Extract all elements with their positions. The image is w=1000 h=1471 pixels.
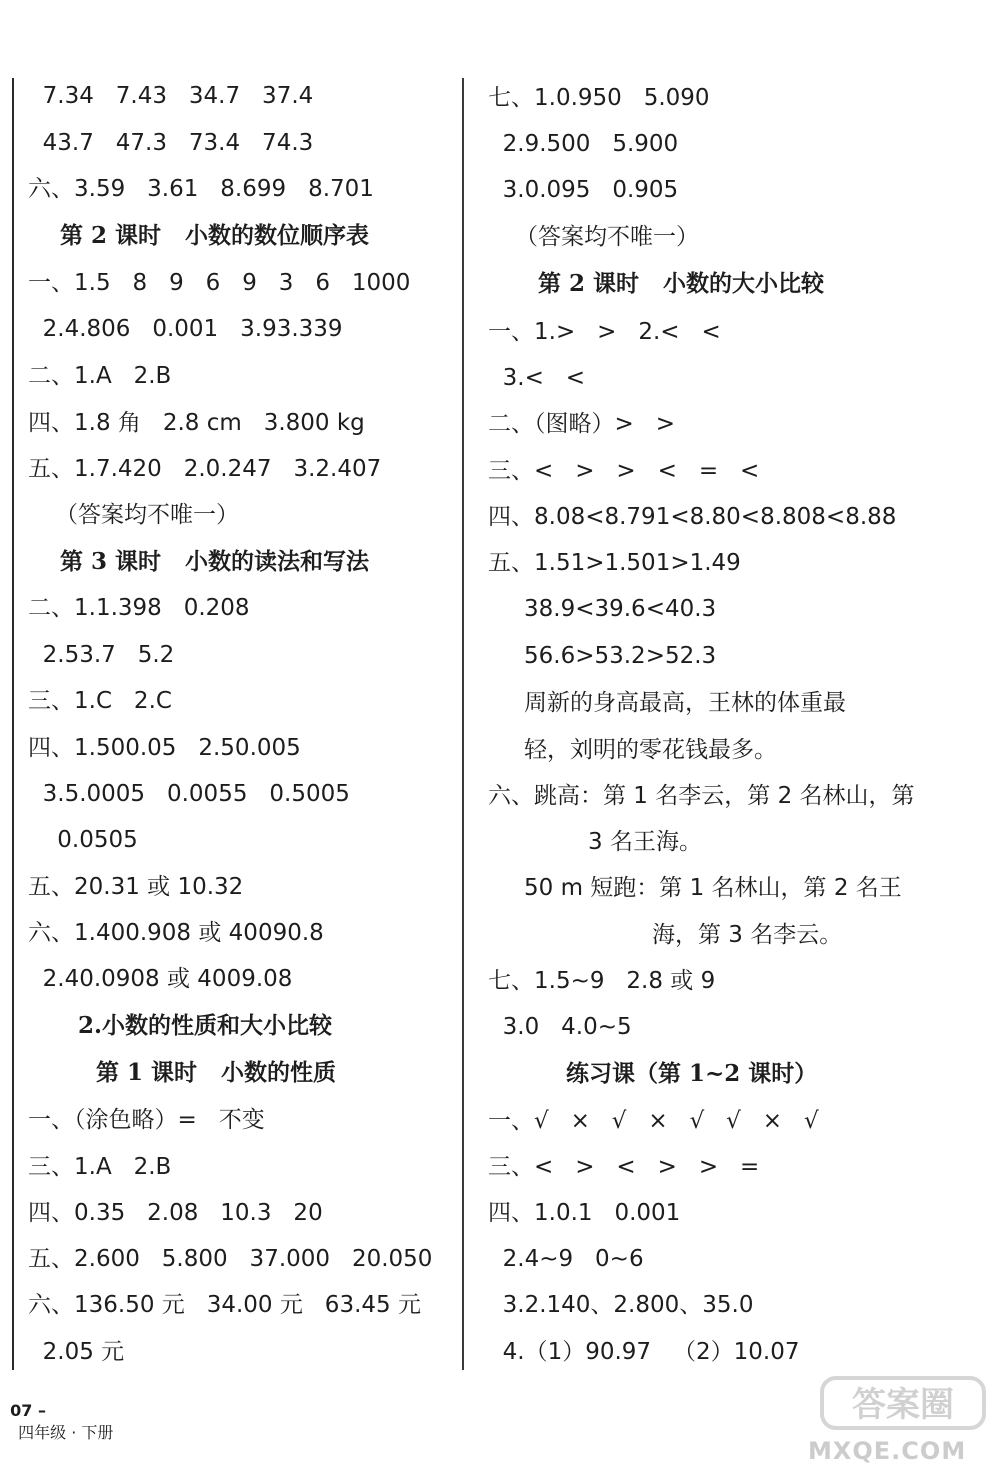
answer-line: 4.（1）90.97 （2）10.07 — [488, 1339, 800, 1365]
answer-line: 四、8.08<8.791<8.80<8.808<8.88 — [488, 504, 897, 530]
answer-sentence: 轻，刘明的零花钱最多。 — [524, 737, 777, 763]
answer-line: 四、0.35 2.08 10.3 20 — [28, 1200, 323, 1226]
answer-line: 一、√ × √ × √ √ × √ — [488, 1108, 819, 1134]
answer-line: 3.< < — [488, 365, 586, 391]
answer-line: 三、< > > < = < — [488, 458, 760, 484]
left-page-edge-line — [12, 78, 14, 1370]
answer-line: 五、1.7.420 2.0.247 3.2.407 — [28, 456, 382, 482]
answer-line: 2.40.0908 或 4009.08 — [28, 966, 293, 992]
answer-line: 0.0505 — [28, 827, 138, 853]
answer-line: 五、1.51>1.501>1.49 — [488, 550, 741, 576]
answer-line: 六、1.400.908 或 40090.8 — [28, 920, 324, 946]
lesson-heading: 练习课（第 1~2 课时） — [566, 1060, 818, 1087]
column-divider — [462, 78, 464, 1370]
answer-line: 三、< > < > > = — [488, 1154, 760, 1180]
lesson-heading: 第 2 课时 小数的数位顺序表 — [60, 222, 370, 249]
lesson-heading: 第 3 课时 小数的读法和写法 — [60, 548, 370, 575]
answer-line: 二、1.A 2.B — [28, 363, 172, 389]
watermark-logo — [818, 1372, 988, 1434]
answer-line: 3.2.140、2.800、35.0 — [488, 1292, 754, 1318]
answer-line: 2.9.500 5.900 — [488, 131, 679, 157]
lesson-heading: 第 2 课时 小数的大小比较 — [538, 270, 825, 297]
answer-line: 3.0.095 0.905 — [488, 177, 679, 203]
section-heading: 2.小数的性质和大小比较 — [78, 1012, 333, 1039]
answer-line: 一、（涂色略）= 不变 — [28, 1107, 265, 1133]
answer-sentence: 周新的身高最高，王林的体重最 — [524, 690, 846, 716]
answer-line: 五、20.31 或 10.32 — [28, 874, 244, 900]
answer-line: 一、1.> > 2.< < — [488, 319, 721, 345]
answer-line: 2.05 元 — [28, 1339, 125, 1365]
watermark-url: MXQE.COM — [808, 1437, 967, 1465]
answer-line: 六、136.50 元 34.00 元 63.45 元 — [28, 1292, 421, 1318]
answer-note: （答案均不唯一） — [515, 224, 699, 250]
answer-sentence: 3 名王海。 — [588, 829, 702, 855]
answer-line: 7.34 7.43 34.7 37.4 — [28, 83, 314, 109]
answer-line: 七、1.0.950 5.090 — [488, 85, 710, 111]
answer-line: 一、1.5 8 9 6 9 3 6 1000 — [28, 270, 411, 296]
page-footer — [0, 1378, 113, 1444]
answer-line: 二、（图略）> > — [488, 411, 675, 437]
answer-line: 二、1.1.398 0.208 — [28, 595, 250, 621]
answer-sentence: 50 m 短跑：第 1 名林山，第 2 名王 — [524, 875, 902, 901]
answer-note: （答案均不唯一） — [55, 502, 239, 528]
grade-label: 四年级 · 下册 — [18, 1423, 114, 1442]
answer-line: 六、3.59 3.61 8.699 8.701 — [28, 176, 374, 202]
answer-line: 四、1.500.05 2.50.005 — [28, 735, 301, 761]
answer-line: 四、1.0.1 0.001 — [488, 1200, 681, 1226]
answer-line: 五、2.600 5.800 37.000 20.050 — [28, 1246, 433, 1272]
answer-line: 38.9<39.6<40.3 — [524, 596, 717, 622]
answer-line: 2.4~9 0~6 — [488, 1246, 644, 1272]
answer-line: 56.6>53.2>52.3 — [524, 643, 717, 669]
answer-sentence: 六、跳高：第 1 名李云，第 2 名林山，第 — [488, 783, 915, 809]
watermark-logo-text: 答案圈 — [852, 1385, 954, 1425]
answer-line: 三、1.A 2.B — [28, 1154, 172, 1180]
answer-line: 三、1.C 2.C — [28, 688, 172, 714]
answer-line: 七、1.5~9 2.8 或 9 — [488, 968, 716, 994]
answer-sentence: 海，第 3 名李云。 — [652, 922, 843, 948]
lesson-heading: 第 1 课时 小数的性质 — [96, 1059, 337, 1086]
answer-line: 43.7 47.3 73.4 74.3 — [28, 130, 314, 156]
answer-line: 3.5.0005 0.0055 0.5005 — [28, 781, 350, 807]
answer-line: 四、1.8 角 2.8 cm 3.800 kg — [28, 410, 365, 436]
answer-line: 2.4.806 0.001 3.93.339 — [28, 316, 343, 342]
answer-line: 3.0 4.0~5 — [488, 1014, 632, 1040]
page-number: 07 – — [10, 1401, 47, 1420]
answer-line: 2.53.7 5.2 — [28, 642, 175, 668]
